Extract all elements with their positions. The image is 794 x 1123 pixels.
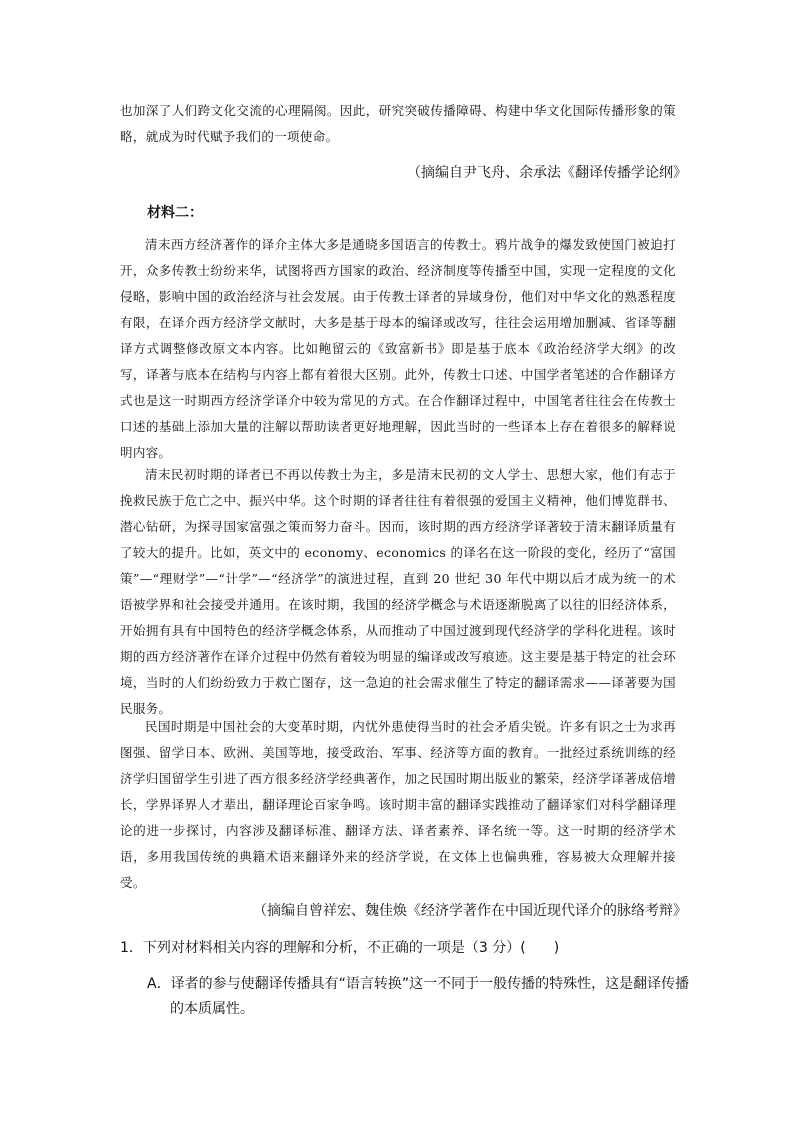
source-citation-2: （摘编自曾祥宏、魏佳焕《经济学著作在中国近现代译介的脉络考辩》	[253, 903, 687, 919]
question-1: 1．下列对材料相关内容的理解和分析，不正确的一项是（3 分）( )	[120, 940, 560, 956]
body-paragraph-2: 清末民初时期的译者已不再以传教士为主，多是清末民初的文人学士、思想大家，他们有志于挽救民族于危亡之中、振兴中华。这个时期的译者往往有着很强的爱国主义精神，他们博览群书、潜心钻研，为探寻国家富强之策而努力奋斗。因而，该时期的西方经济学译著较于清末翻译质量有了较大的提升。比如，英文中的 economy、economics 的译名在这一阶段的变化，经历了“富国策”—“理财学”—“计学”—“经济学”的演进过程，直到 20 世纪 30 年代中期以后才成为统一的术语被学界和社会接受并通用。在该时期，我国的经济学概念与术语逐渐脱离了以往的旧经济体系，开始拥有具有中国特色的经济学概念体系，从而推动了中国过渡到现代经济学的学科化进程。该时期的西方经济著作在译介过程中仍然有着较为明显的编译或改写痕迹。这主要是基于特定的社会环境，当时的人们纷纷致力于救亡图存，这一急迫的社会需求催生了特定的翻译需求——译著要为国民服务。	[120, 467, 676, 716]
option-a: A．译者的参与使翻译传播具有“语言转换”这一不同于一般传播的特殊性，这是翻译传播的本质属性。	[147, 976, 690, 1017]
body-paragraph-1: 清末西方经济著作的译介主体大多是通晓多国语言的传教士。鸦片战争的爆发致使国门被迫打开，众多传教士纷纷来华，试图将西方国家的政治、经济制度等传播至中国，实现一定程度的文化侵略，影响中国的政治经济与社会发展。由于传教士译者的异域身份，他们对中华文化的熟悉程度有限，在译介西方经济学文献时，大多是基于母本的编译或改写，往往会运用增加删减、省译等翻译方式调整修改原文本内容。比如鲍留云的《致富新书》即是基于底本《政治经济学大纲》的改写，译著与底本在结构与内容上都有着很大区别。此外，传教士口述、中国学者笔述的合作翻译方式也是这一时期西方经济学译介中较为常见的方式。在合作翻译过程中，中国笔者往往会在传教士口述的基础上添加大量的注解以帮助读者更好地理解，因此当时的一些译本上存在着很多的解释说明内容。	[120, 237, 676, 460]
top-paragraph: 也加深了人们跨文化交流的心理隔阂。因此，研究突破传播障碍、构建中华文化国际传播形象的策略，就成为时代赋予我们的一项使命。	[120, 103, 676, 144]
material-two-heading: 材料二：	[147, 205, 203, 221]
source-citation-1: （摘编自尹飞舟、余承法《翻译传播学论纲》	[407, 165, 687, 181]
body-paragraph-3: 民国时期是中国社会的大变革时期，内忧外患使得当时的社会矛盾尖锐。许多有识之士为求再图强、留学日本、欧洲、美国等地，接受政治、军事、经济等方面的教育。一批经过系统训练的经济学归国留学生引进了西方很多经济学经典著作，加之民国时期出版业的繁荣，经济学译著成倍增长，学界译界人才辈出，翻译理论百家争鸣。该时期丰富的翻译实践推动了翻译家们对科学翻译理论的进一步探讨，内容涉及翻译标准、翻译方法、译者素养、译名统一等。这一时期的经济学术语，多用我国传统的典籍术语来翻译外来的经济学说，在文体上也偏典雅，容易被大众理解并接受。	[120, 719, 676, 890]
